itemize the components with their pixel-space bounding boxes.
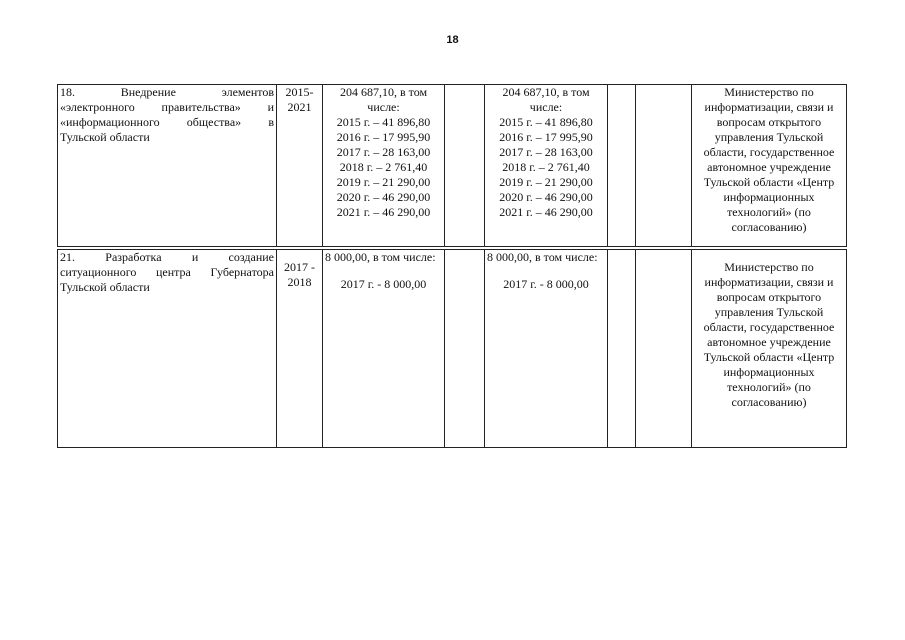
empty-cell <box>445 250 485 448</box>
empty-cell <box>608 250 636 448</box>
executor-line: Тульской области «Центр <box>703 350 835 364</box>
executor-line: автономное учреждение <box>707 335 831 349</box>
executor-line: управления Тульской <box>714 305 824 319</box>
executor-line: согласованию) <box>731 395 807 409</box>
funding-year: 2015 г. – 41 896,80 <box>499 115 593 129</box>
funding-head: 204 687,10, в том <box>339 85 428 99</box>
measure-name-line: 21. Разработка и создание <box>60 250 274 264</box>
executor-cell <box>692 85 847 247</box>
executor-line: информационных <box>723 190 815 204</box>
funding-year: 2017 г. – 28 163,00 <box>499 145 593 159</box>
funding-head: 8 000,00, в том числе: <box>325 250 436 264</box>
measure-name-line: ситуационного центра Губернатора <box>60 265 274 279</box>
executor-line: области, государственное <box>703 320 835 334</box>
table-row <box>58 250 847 448</box>
executor-line: вопросам открытого <box>716 290 822 304</box>
funding-head: числе: <box>529 100 563 114</box>
funding-year: 2016 г. – 17 995,90 <box>336 130 431 144</box>
period-cell <box>277 250 323 448</box>
executor-line: технологий» (по <box>727 380 811 394</box>
funding-year: 2019 г. – 21 290,00 <box>336 175 431 189</box>
funding-year: 2019 г. – 21 290,00 <box>499 175 593 189</box>
regional-funding-cell <box>485 250 608 448</box>
total-funding-cell <box>323 250 445 448</box>
executor-line: информационных <box>723 365 815 379</box>
executor-line: информатизации, связи и <box>704 100 834 114</box>
executor-line: управления <box>714 130 774 144</box>
empty-cell <box>445 85 485 247</box>
funding-head: числе: <box>367 100 400 114</box>
program-table <box>57 84 847 448</box>
measure-name-line: Тульской области <box>60 130 150 144</box>
executor-line: вопросам открытого <box>716 115 822 129</box>
empty-cell <box>636 250 692 448</box>
measure-name-line: «электронного правительства» и <box>60 100 274 114</box>
executor-line: Тульской области «Центр <box>703 175 835 189</box>
funding-head: 8 000,00, в том числе: <box>487 250 598 264</box>
period-line: 2015- <box>285 85 314 99</box>
measure-name-line: «информационного общества» в <box>60 115 274 129</box>
empty-cell <box>636 85 692 247</box>
funding-year: 2017 г. - 8 000,00 <box>503 277 589 291</box>
executor-line: технологий» <box>727 205 792 219</box>
funding-year: 2016 г. – 17 995,90 <box>499 130 593 144</box>
executor-line: государственное <box>749 145 835 159</box>
funding-year: 2017 г. – 28 163,00 <box>336 145 431 159</box>
period-line: 2021 <box>287 100 312 114</box>
regional-funding-cell <box>485 85 608 247</box>
funding-year: 2018 г. – 2 761,40 <box>339 160 428 174</box>
funding-year: 2017 г. - 8 000,00 <box>340 277 427 291</box>
table-row <box>58 85 847 247</box>
funding-year: 2021 г. – 46 290,00 <box>336 205 431 219</box>
period-line: 2018 <box>287 275 312 289</box>
funding-head: 204 687,10, в том <box>502 85 590 99</box>
funding-year: 2018 г. – 2 761,40 <box>502 160 590 174</box>
funding-year: 2020 г. – 46 290,00 <box>499 190 593 204</box>
funding-year: 2021 г. – 46 290,00 <box>499 205 593 219</box>
period-cell <box>277 85 323 247</box>
funding-year: 2020 г. – 46 290,00 <box>336 190 431 204</box>
funding-year: 2015 г. – 41 896,80 <box>336 115 431 129</box>
total-funding-cell <box>323 85 445 247</box>
measure-name-cell <box>58 250 277 448</box>
measure-name-line: Тульской области <box>60 280 150 294</box>
executor-line: Министерство по <box>724 260 814 274</box>
executor-line: Министерство по <box>724 85 814 99</box>
measure-name-line: 18. Внедрение элементов <box>60 85 274 99</box>
page-number: 18 <box>446 34 459 46</box>
executor-cell <box>692 250 847 448</box>
executor-line: автономное учреждение <box>707 160 831 174</box>
period-line: 2017 - <box>284 260 315 274</box>
empty-cell <box>608 85 636 247</box>
executor-line: информатизации, связи и <box>704 275 834 289</box>
executor-line: Тульской области, <box>703 130 824 159</box>
measure-name-cell <box>58 85 277 247</box>
executor-line: (по согласованию) <box>731 205 811 234</box>
